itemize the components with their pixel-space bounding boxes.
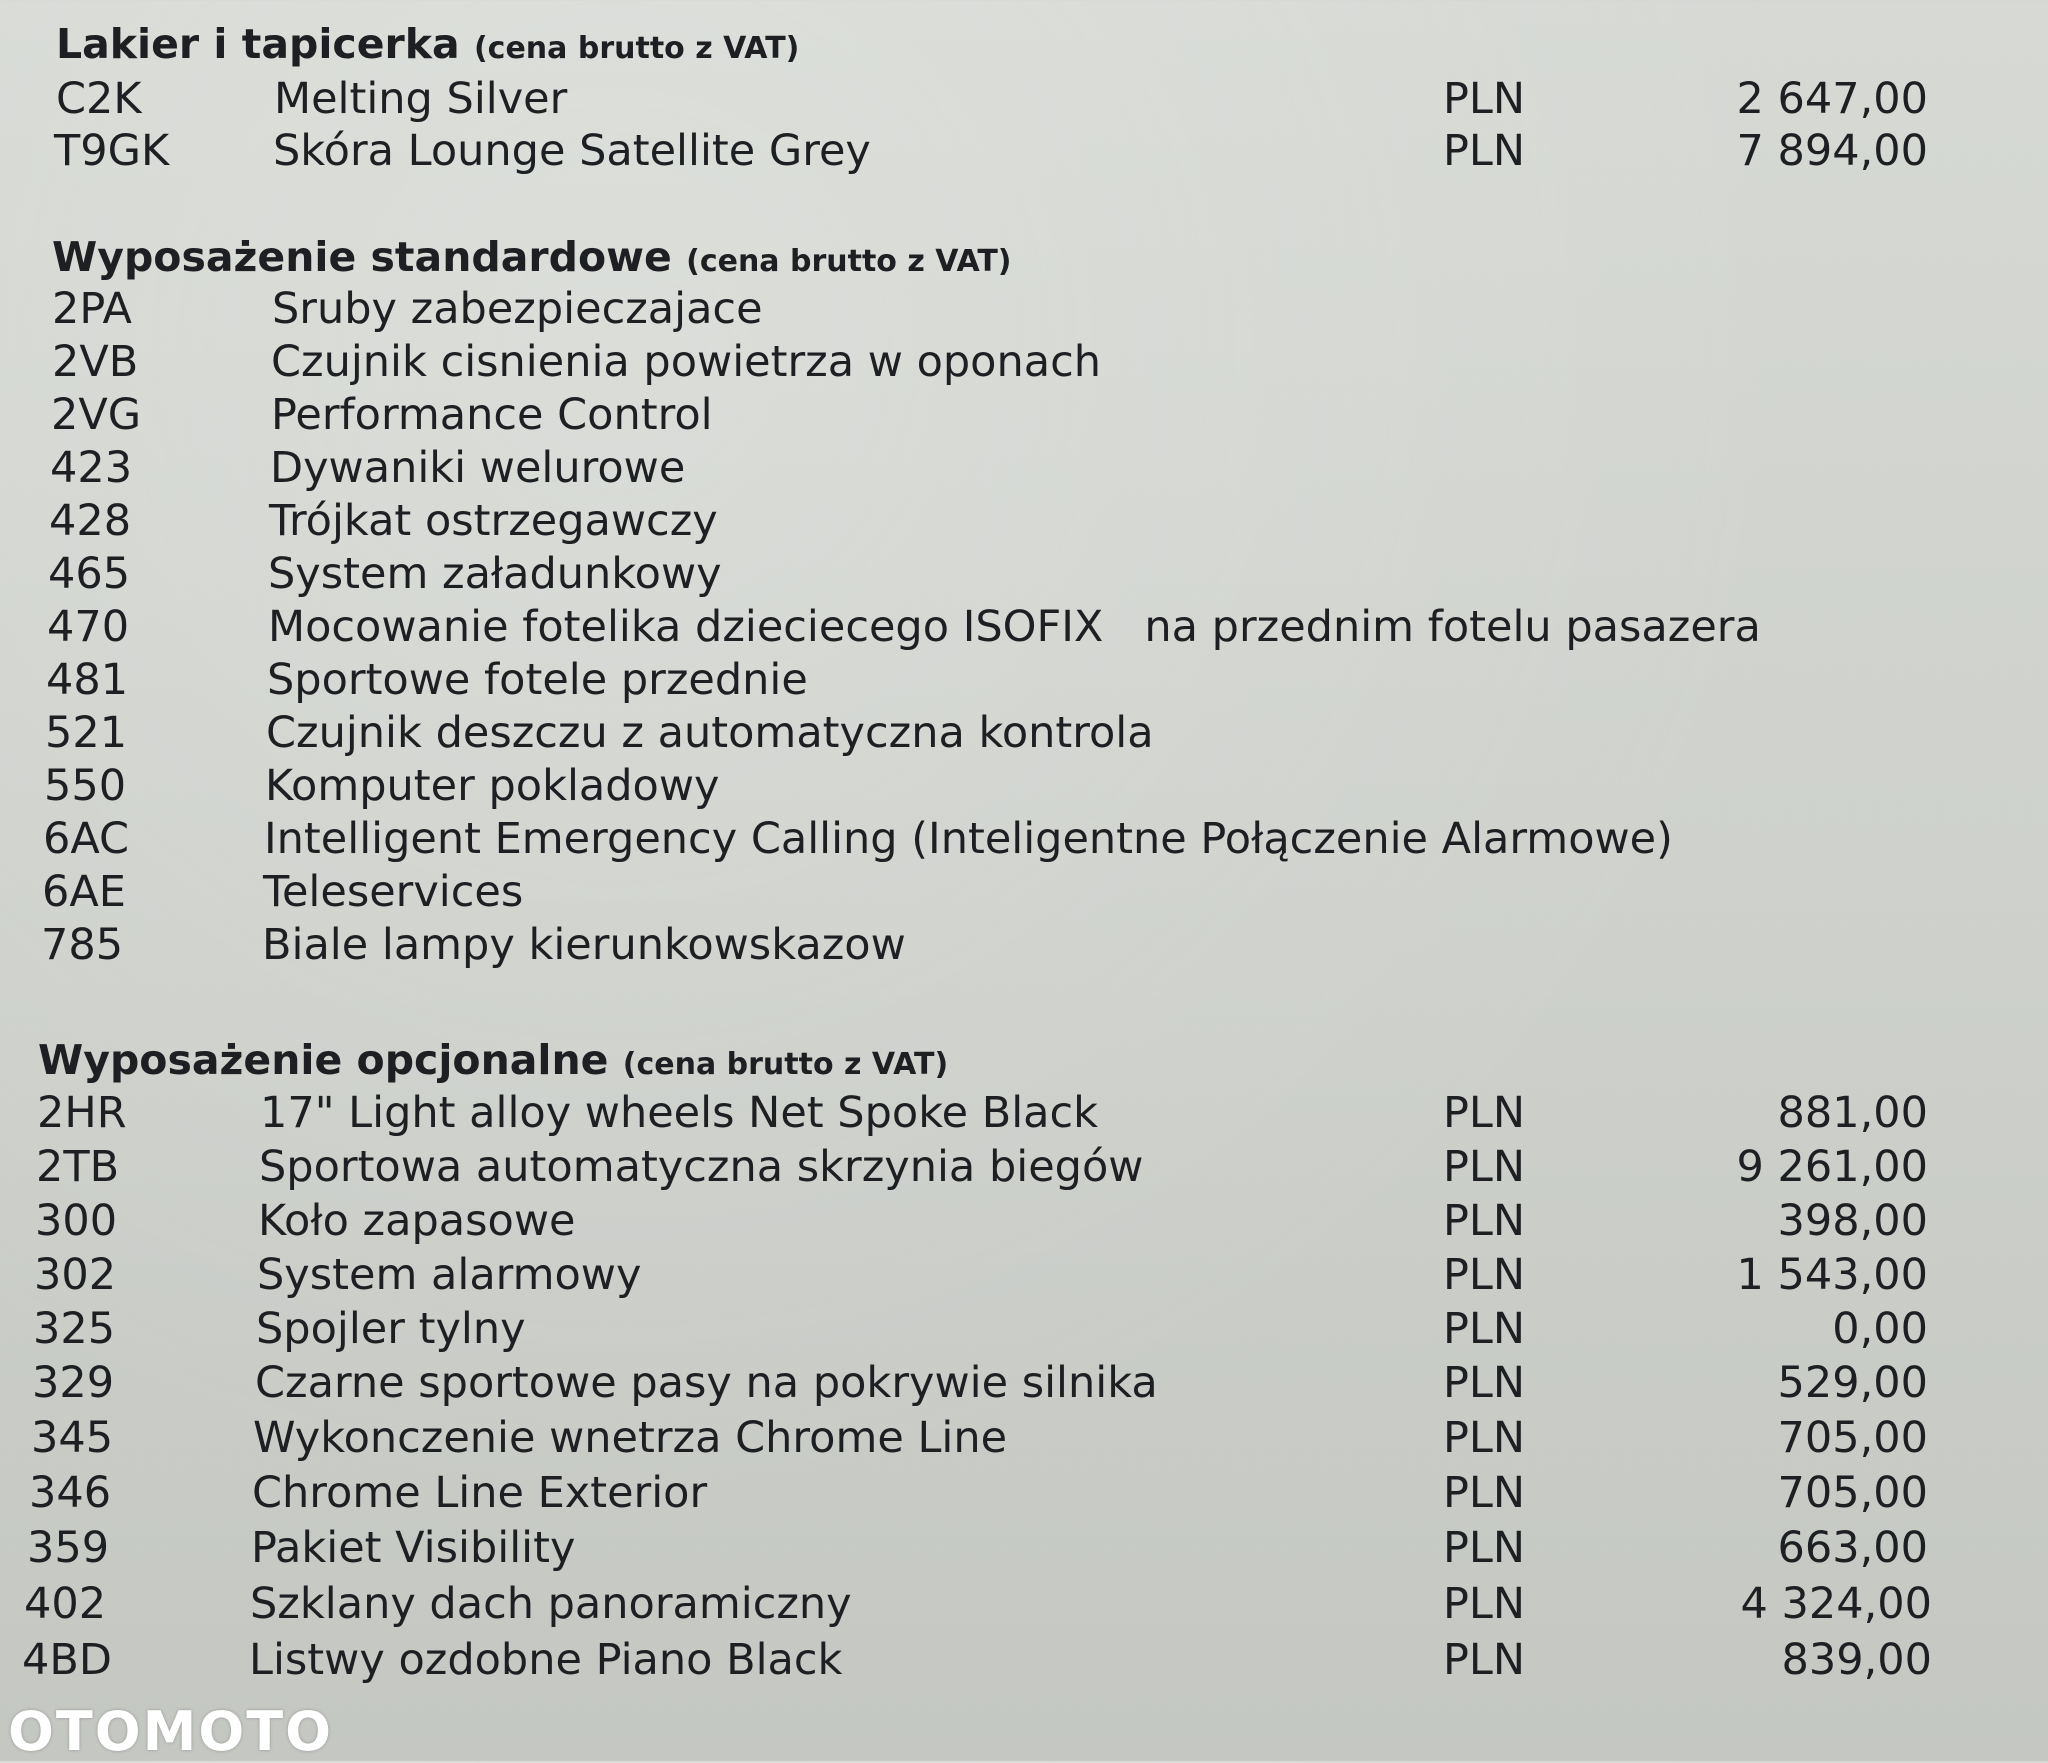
item-code: 2VB — [52, 337, 139, 387]
list-item — [0, 813, 2048, 865]
item-currency: PLN — [1443, 1088, 1526, 1138]
section-title-text: Wyposażenie opcjonalne — [38, 1036, 609, 1084]
item-code: C2K — [56, 74, 142, 124]
list-item — [0, 654, 2048, 706]
item-description: Performance Control — [271, 390, 713, 440]
item-code: 2TB — [36, 1142, 120, 1192]
list-item — [0, 1087, 2048, 1139]
list-item — [0, 866, 2048, 918]
item-description: System alarmowy — [257, 1250, 642, 1300]
list-item — [0, 1303, 2048, 1355]
item-description: Komputer pokladowy — [265, 761, 720, 811]
item-currency: PLN — [1443, 126, 1526, 176]
item-code: 6AC — [43, 814, 130, 864]
item-currency: PLN — [1443, 1250, 1526, 1300]
item-description: Sportowa automatyczna skrzynia biegów — [259, 1142, 1144, 1192]
item-description: Teleservices — [263, 867, 524, 917]
section-title-paint-upholstery — [56, 20, 800, 68]
item-price: 398,00 — [1777, 1196, 1928, 1246]
item-price: 7 894,00 — [1736, 126, 1928, 176]
item-description: Mocowanie fotelika dzieciecego ISOFIX na przednim fotelu pasazera — [268, 602, 1761, 652]
item-code: 2HR — [37, 1088, 127, 1138]
item-currency: PLN — [1443, 1196, 1526, 1246]
item-code: 402 — [24, 1579, 107, 1629]
list-item — [0, 389, 2048, 441]
item-description: Melting Silver — [274, 74, 568, 124]
item-code: 465 — [48, 549, 131, 599]
item-code: 521 — [45, 708, 128, 758]
list-item — [0, 1195, 2048, 1247]
list-item — [0, 1467, 2048, 1519]
section-title-standard-equipment — [52, 233, 1012, 281]
item-description: System załadunkowy — [268, 549, 722, 599]
item-currency: PLN — [1443, 1635, 1526, 1685]
item-currency: PLN — [1443, 1413, 1526, 1463]
list-item — [0, 336, 2048, 388]
list-item — [0, 1141, 2048, 1193]
item-code: 550 — [44, 761, 127, 811]
item-description: Skóra Lounge Satellite Grey — [273, 126, 871, 176]
item-price: 4 324,00 — [1740, 1579, 1932, 1629]
item-code: 325 — [33, 1304, 116, 1354]
item-price: 881,00 — [1777, 1088, 1928, 1138]
list-item — [0, 1522, 2048, 1574]
item-code: 6AE — [42, 867, 126, 917]
item-code: T9GK — [54, 126, 170, 176]
list-item — [0, 495, 2048, 547]
item-description: Pakiet Visibility — [251, 1523, 576, 1573]
section-title-optional-equipment — [38, 1036, 949, 1084]
item-price: 0,00 — [1832, 1304, 1928, 1354]
item-description: Chrome Line Exterior — [252, 1468, 708, 1518]
item-code: 302 — [34, 1250, 117, 1300]
item-description: 17" Light alloy wheels Net Spoke Black — [260, 1088, 1099, 1138]
list-item — [0, 760, 2048, 812]
item-price: 705,00 — [1777, 1468, 1928, 1518]
item-currency: PLN — [1443, 1579, 1526, 1629]
item-code: 428 — [49, 496, 132, 546]
item-description: Czujnik deszczu z automatyczna kontrola — [266, 708, 1154, 758]
item-description: Sruby zabezpieczajace — [272, 284, 763, 334]
item-code: 359 — [27, 1523, 110, 1573]
item-code: 2PA — [52, 284, 132, 334]
item-description: Biale lampy kierunkowskazow — [262, 920, 906, 970]
section-title-text: Wyposażenie standardowe — [52, 233, 672, 281]
list-item — [0, 73, 2048, 125]
list-item — [0, 1249, 2048, 1301]
item-currency: PLN — [1443, 1523, 1526, 1573]
list-item — [0, 1634, 2048, 1686]
list-item — [0, 1412, 2048, 1464]
item-price: 839,00 — [1781, 1635, 1932, 1685]
section-note: (cena brutto z VAT) — [473, 31, 800, 66]
item-price: 2 647,00 — [1736, 74, 1928, 124]
item-code: 4BD — [22, 1635, 112, 1685]
item-code: 481 — [46, 655, 129, 705]
item-description: Koło zapasowe — [258, 1196, 576, 1246]
section-title-text: Lakier i tapicerka — [56, 20, 460, 68]
item-code: 345 — [31, 1413, 114, 1463]
item-code: 470 — [47, 602, 130, 652]
item-currency: PLN — [1443, 1304, 1526, 1354]
section-note: (cena brutto z VAT) — [686, 244, 1012, 279]
item-code: 2VG — [51, 390, 142, 440]
item-code: 423 — [50, 443, 133, 493]
item-code: 329 — [32, 1358, 115, 1408]
item-description: Dywaniki welurowe — [270, 443, 686, 493]
item-description: Listwy ozdobne Piano Black — [249, 1635, 843, 1685]
list-item — [0, 283, 2048, 335]
item-description: Trójkat ostrzegawczy — [269, 496, 718, 546]
item-price: 9 261,00 — [1736, 1142, 1928, 1192]
list-item — [0, 442, 2048, 494]
item-currency: PLN — [1443, 74, 1526, 124]
item-currency: PLN — [1443, 1468, 1526, 1518]
item-code: 346 — [29, 1468, 112, 1518]
item-description: Spojler tylny — [256, 1304, 526, 1354]
item-description: Sportowe fotele przednie — [267, 655, 808, 705]
item-price: 529,00 — [1777, 1358, 1928, 1408]
watermark-logo: OTOMOTO — [8, 1700, 334, 1763]
list-item — [0, 1578, 2048, 1630]
list-item — [0, 601, 2048, 653]
list-item — [0, 919, 2048, 971]
item-description: Szklany dach panoramiczny — [250, 1579, 852, 1629]
item-code: 300 — [35, 1196, 118, 1246]
section-note: (cena brutto z VAT) — [622, 1047, 949, 1082]
list-item — [0, 1357, 2048, 1409]
item-currency: PLN — [1443, 1358, 1526, 1408]
list-item — [0, 125, 2048, 177]
list-item — [0, 548, 2048, 600]
item-code: 785 — [41, 920, 124, 970]
item-description: Czarne sportowe pasy na pokrywie silnika — [255, 1358, 1158, 1408]
item-description: Intelligent Emergency Calling (Inteligentne Połączenie Alarmowe) — [264, 814, 1673, 864]
item-price: 705,00 — [1777, 1413, 1928, 1463]
item-description: Czujnik cisnienia powietrza w oponach — [271, 337, 1101, 387]
item-description: Wykonczenie wnetrza Chrome Line — [253, 1413, 1008, 1463]
item-currency: PLN — [1443, 1142, 1526, 1192]
item-price: 1 543,00 — [1736, 1250, 1928, 1300]
list-item — [0, 707, 2048, 759]
item-price: 663,00 — [1777, 1523, 1928, 1573]
